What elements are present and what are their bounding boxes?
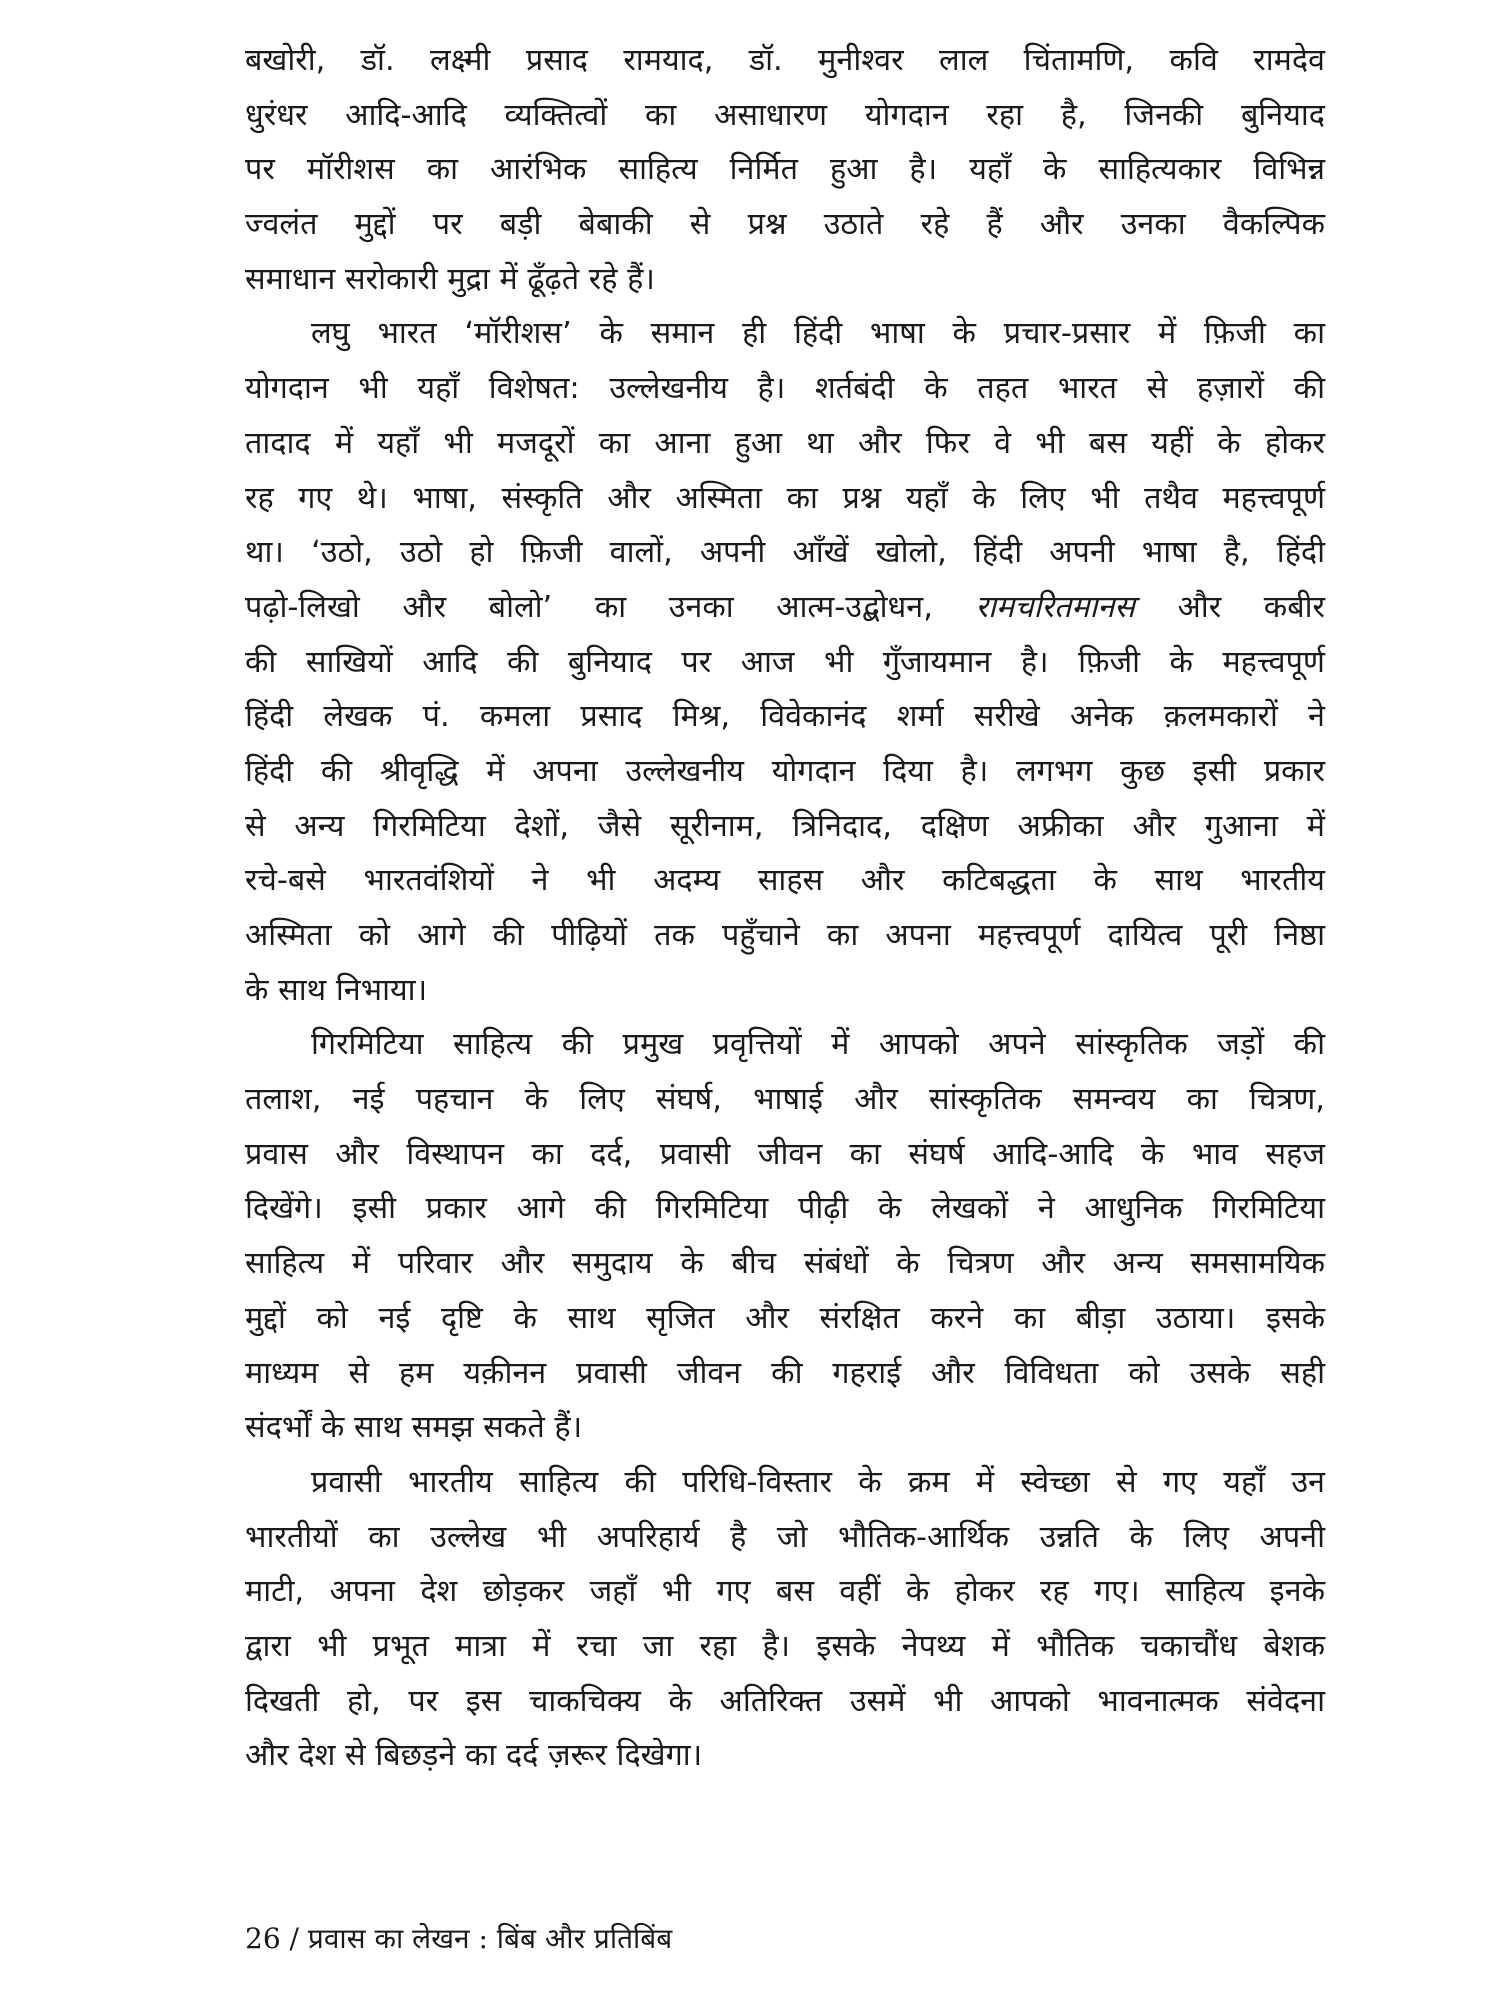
text-line: तलाश, नई पहचान के लिए संघर्ष, भाषाई और सांस्कृतिक समन्वय का चित्रण, — [245, 1082, 1325, 1118]
text-line: लघु भारत ‘मॉरीशस’ के समान ही हिंदी भाषा के प्रचार-प्रसार में फ़िजी का — [311, 316, 1325, 352]
page-number: 26 — [245, 1922, 281, 1955]
text-line: हिंदी की श्रीवृद्धि में अपना उल्लेखनीय योगदान दिया है। लगभग कुछ इसी प्रकार — [245, 753, 1325, 789]
body-text — [245, 34, 1325, 1784]
text-line: रह गए थे। भाषा, संस्कृति और अस्मिता का प्रश्न यहाँ के लिए भी तथैव महत्त्वपूर्ण — [245, 480, 1325, 516]
text-line: की साखियों आदि की बुनियाद पर आज भी गुँजायमान है। फ़िजी के महत्त्वपूर्ण — [245, 644, 1325, 680]
text-line: प्रवासी भारतीय साहित्य की परिधि-विस्तार के क्रम में स्वेच्छा से गए यहाँ उन — [311, 1464, 1325, 1500]
text-line: अस्मिता को आगे की पीढ़ियों तक पहुँचाने का अपना महत्त्वपूर्ण दायित्व पूरी निष्ठा — [245, 918, 1325, 953]
text-line: धुरंधर आदि-आदि व्यक्तित्वों का असाधारण योगदान रहा है, जिनकी बुनियाद — [245, 97, 1325, 133]
text-line: ज्वलंत मुद्दों पर बड़ी बेबाकी से प्रश्न उठाते रहे हैं और उनका वैकल्पिक — [245, 207, 1325, 243]
text-segment: और कबीर — [1177, 589, 1325, 625]
text-line: दिखती हो, पर इस चाकचिक्य के अतिरिक्त उसमें भी आपको भावनात्मक संवेदना — [245, 1683, 1325, 1719]
text-line: और देश से बिछड़ने का दर्द ज़रूर दिखेगा। — [245, 1738, 703, 1774]
text-line: तादाद में यहाँ भी मजदूरों का आना हुआ था और फिर वे भी बस यहीं के होकर — [245, 425, 1325, 461]
text-line: द्वारा भी प्रभूत मात्रा में रचा जा रहा है। इसके नेपथ्य में भौतिक चकाचौंध बेशक — [245, 1628, 1325, 1664]
text-line: प्रवास और विस्थापन का दर्द, प्रवासी जीवन का संघर्ष आदि-आदि के भाव सहज — [245, 1136, 1325, 1172]
text-line: था। ‘उठो, उठो हो फ़िजी वालों, अपनी आँखें खोलो, हिंदी अपनी भाषा है, हिंदी — [245, 535, 1325, 571]
text-line: गिरमिटिया साहित्य की प्रमुख प्रवृत्तियों में आपको अपने सांस्कृतिक जड़ों की — [311, 1027, 1325, 1063]
text-line: हिंदी लेखक पं. कमला प्रसाद मिश्र, विवेकानंद शर्मा सरीखे अनेक क़लमकारों ने — [245, 699, 1325, 735]
text-line: संदर्भों के साथ समझ सकते हैं। — [245, 1410, 583, 1446]
text-line: समाधान सरोकारी मुद्रा में ढूँढ़ते रहे हैं। — [245, 261, 655, 297]
text-line: से अन्य गिरमिटिया देशों, जैसे सूरीनाम, त्रिनिदाद, दक्षिण अफ्रीका और गुआना में — [245, 808, 1325, 844]
text-line: दिखेंगे। इसी प्रकार आगे की गिरमिटिया पीढ़ी के लेखकों ने आधुनिक गिरमिटिया — [245, 1191, 1325, 1227]
text-line: मुद्दों को नई दृष्टि के साथ सृजित और संरक्षित करने का बीड़ा उठाया। इसके — [245, 1300, 1325, 1336]
running-title: प्रवास का लेखन : बिंब और प्रतिबिंब — [307, 1922, 673, 1955]
text-segment: पढ़ो-लिखो और बोलो’ का उनका आत्म-उद्बोधन, — [245, 589, 933, 625]
text-line: रचे-बसे भारतवंशियों ने भी अदम्य साहस और कटिबद्धता के साथ भारतीय — [245, 863, 1325, 899]
text-line: माध्यम से हम यक़ीनन प्रवासी जीवन की गहराई और विविधता को उसके सही — [245, 1355, 1325, 1391]
page-footer — [245, 1919, 672, 1957]
text-line: योगदान भी यहाँ विशेषत: उल्लेखनीय है। शर्तबंदी के तहत भारत से हज़ारों की — [245, 371, 1325, 407]
book-title-italic: रामचरितमानस — [975, 589, 1135, 625]
text-line: के साथ निभाया। — [245, 972, 428, 1008]
text-line: भारतीयों का उल्लेख भी अपरिहार्य है जो भौतिक-आर्थिक उन्नति के लिए अपनी — [245, 1519, 1325, 1555]
text-line-with-title — [245, 581, 1325, 636]
text-line: साहित्य में परिवार और समुदाय के बीच संबंधों के चित्रण और अन्य समसामयिक — [245, 1246, 1325, 1282]
text-line: माटी, अपना देश छोड़कर जहाँ भी गए बस वहीं के होकर रह गए। साहित्य इनके — [245, 1574, 1325, 1610]
text-line: पर मॉरीशस का आरंभिक साहित्य निर्मित हुआ है। यहाँ के साहित्यकार विभिन्न — [245, 152, 1325, 188]
footer-separator: / — [289, 1922, 299, 1955]
text-line: बखोरी, डॉ. लक्ष्मी प्रसाद रामयाद, डॉ. मुनीश्वर लाल चिंतामणि, कवि रामदेव — [245, 43, 1325, 78]
